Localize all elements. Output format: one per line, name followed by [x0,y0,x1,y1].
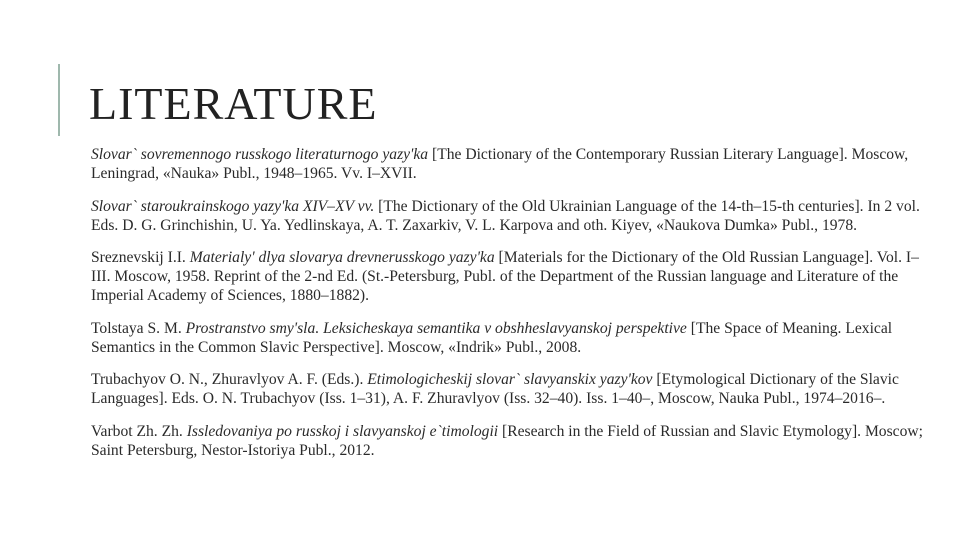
reference-details: [Materials for the Dictionary of the Old Russian Language]. Vol. I–III. Moscow, 1958. Reprint of the 2-nd Ed. (St.-Petersburg, Publ. of the Department of the Russian language and Literature of the Imperial Academy of Sciences, 1880–1882). [91,249,919,304]
reference-title: Materialy' dlya slovarya drevnerusskogo yazy'ka [189,249,495,266]
reference-details: [Research in the Field of Russian and Slavic Etymology]. Moscow; Saint Petersburg, Nestor-Istoriya Publ., 2012. [91,422,923,459]
reference-details: [Etymological Dictionary of the Slavic Languages]. Eds. O. N. Trubachyov (Iss. 1–31), A. F. Zhuravlyov (Iss. 32–40). Iss. 1–40–, Moscow, Nauka Publ., 1974–2016–. [91,371,899,407]
reference-item [91,197,936,235]
reference-author: Varbot Zh. Zh. [91,422,187,440]
reference-author: Trubachyov O. N., Zhuravlyov A. F. (Eds.). [91,371,368,388]
reference-title: Prostranstvo smy'sla. Leksicheskaya semantika v obshheslavyanskoj perspektive [185,319,687,337]
reference-item [91,145,936,183]
reference-item [91,370,936,408]
reference-author: Tolstaya S. M. [91,319,186,337]
reference-details: [The Space of Meaning. Lexical Semantics in the Common Slavic Perspective]. Moscow, «Indrik» Publ., 2008. [91,319,893,356]
reference-title: Etimologicheskij slovar` slavyanskix yazy'kov [367,371,653,388]
title-accent-bar [58,64,60,136]
slide-title: LITERATURE [89,78,378,129]
reference-details: [The Dictionary of the Contemporary Russian Literary Language]. Moscow, Leningrad, «Nauka» Publ., 1948–1965. Vv. I–XVII. [91,146,909,182]
reference-title: Issledovaniya po russkoj i slavyanskoj e`timologii [186,422,499,440]
reference-item [91,319,936,357]
reference-title: Slovar` sovremennogo russkogo literaturnogo yazy'ka [91,146,429,163]
reference-item [91,422,936,460]
reference-author: Sreznevskij I.I. [91,249,190,266]
reference-item [91,248,936,305]
reference-list [91,145,936,460]
reference-details: [The Dictionary of the Old Ukrainian Language of the 14-th–15-th centuries]. In 2 vol. Eds. D. G. Grinchishin, U. Ya. Yedlinskaya, A. T. Zaxarkiv, V. L. Karpova and oth. Kiyev, «Naukova Dumka» Publ., 1978. [91,197,920,234]
reference-title: Slovar` staroukrainskogo yazy'ka XIV–XV vv. [91,197,375,215]
